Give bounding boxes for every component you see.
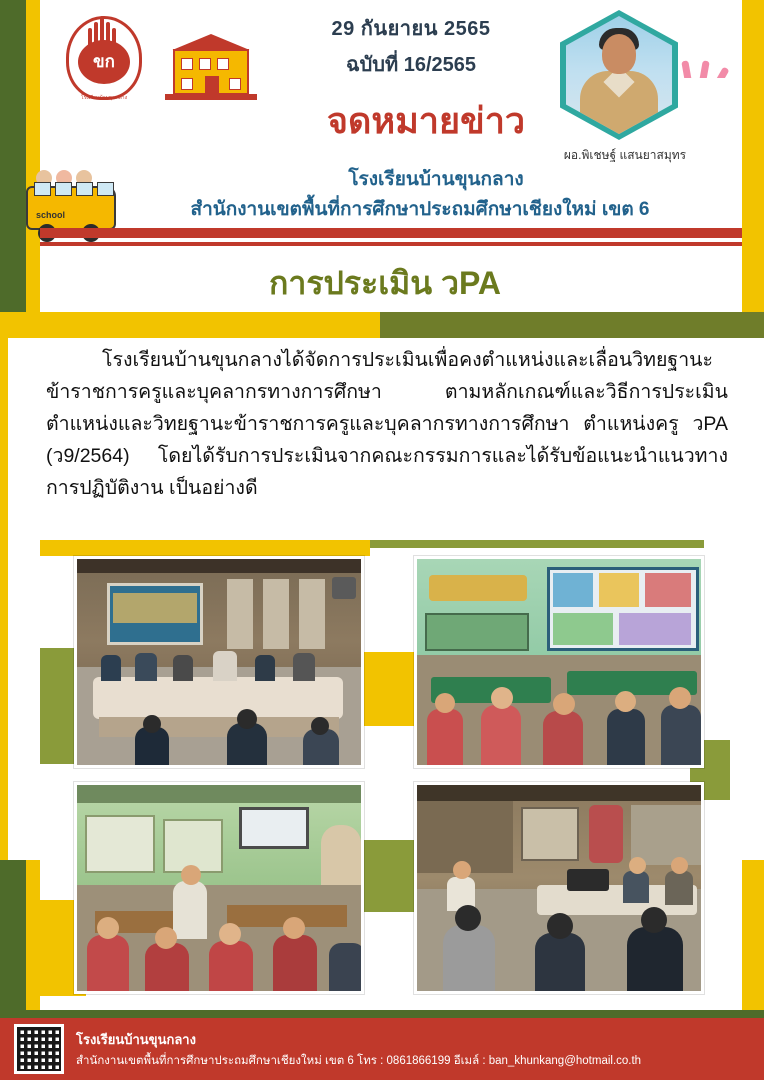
topic-right-yellow bbox=[742, 250, 764, 312]
photo-accent-olive-top bbox=[370, 540, 704, 548]
header bbox=[36, 0, 742, 250]
school-bus-label: school bbox=[36, 210, 66, 220]
page-title: จดหมายข่าว bbox=[326, 100, 526, 141]
body-paragraph: โรงเรียนบ้านขุนกลางได้จัดการประเมินเพื่อคงตำแหน่งและเลื่อนวิทยฐานะข้าราชการครูและบุคลากรทางการศึกษา ตามหลักเกณฑ์และวิธีการประเมินตำแหน่งและวิทยฐานะข้าราชการครูและบุคลากรทางการศึกษา ตำแหน่งครู วPA (ว9/2564) โดยได้รับการประเมินจากคณะกรรมการและได้รับข้อแนะนำแนวทางการปฏิบัติงาน เป็นอย่างดี bbox=[46, 349, 728, 499]
photo-classroom-students-green-wall bbox=[414, 556, 704, 768]
topic-title: การประเมิน วPA bbox=[268, 265, 502, 301]
bottom-left-yellow-bar bbox=[26, 860, 40, 1010]
photo-classroom-students-activity bbox=[74, 782, 364, 994]
footer-contact: สำนักงานเขตพื้นที่การศึกษาประถมศึกษาเชียงใหม่ เขต 6 โทร : 0861866199 อีเมล์ : ban_khunkang@hotmail.co.th bbox=[76, 1055, 642, 1067]
footer-green-rule bbox=[0, 1010, 764, 1018]
director-name: ผอ.พิเชษฐ์ แสนยาสมุทร bbox=[563, 148, 687, 162]
bottom-right-yellow-bar bbox=[742, 860, 764, 1010]
issue-number: ฉบับที่ 16/2565 bbox=[345, 54, 477, 76]
topic-left-green bbox=[0, 250, 26, 312]
header-divider bbox=[40, 228, 742, 238]
topic-left-yellow bbox=[26, 250, 40, 312]
bottom-left-green-bar bbox=[0, 860, 26, 1010]
school-name: โรงเรียนบ้านขุนกลาง bbox=[348, 169, 524, 190]
topic-band-yellow bbox=[0, 312, 380, 338]
left-green-bar bbox=[0, 0, 26, 250]
school-building-icon bbox=[165, 34, 257, 104]
photo-committee-presentation bbox=[414, 782, 704, 994]
director-portrait bbox=[560, 10, 682, 146]
footer-school-name: โรงเรียนบ้านขุนกลาง bbox=[76, 1032, 196, 1047]
topic-band-green bbox=[380, 312, 764, 338]
school-bus-icon bbox=[26, 176, 122, 250]
header-divider-thin bbox=[40, 242, 742, 246]
office-name: สำนักงานเขตพื้นที่การศึกษาประถมศึกษาเชียงใหม่ เขต 6 bbox=[190, 199, 650, 220]
issue-date bbox=[276, 12, 546, 80]
school-logo-icon: ขก โรงเรียนบ้านขุนกลาง bbox=[60, 12, 148, 104]
school-logo-caption: โรงเรียนบ้านขุนกลาง bbox=[80, 95, 128, 101]
photo-grid bbox=[0, 540, 764, 990]
photo-accent-yellow-top bbox=[40, 540, 370, 556]
qr-code-icon bbox=[14, 1024, 64, 1074]
footer bbox=[0, 1018, 764, 1080]
issue-date-line1: 29 กันยายน 2565 bbox=[331, 18, 491, 40]
photo-meeting-room-projector bbox=[74, 556, 364, 768]
